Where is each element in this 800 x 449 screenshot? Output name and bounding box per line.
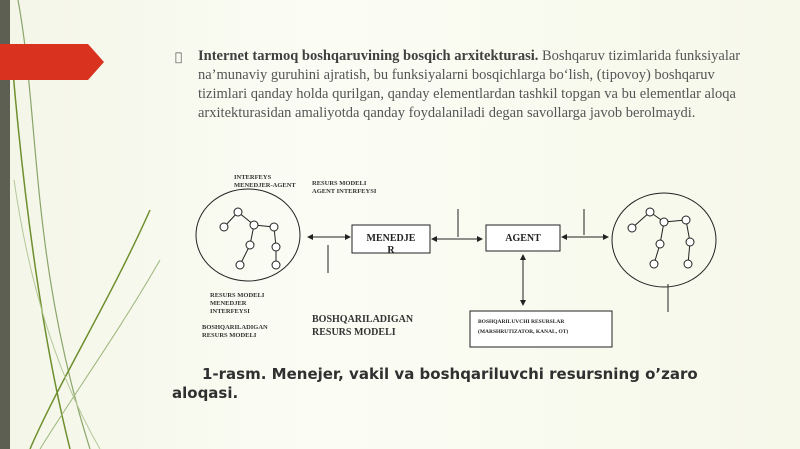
paragraph-heading: Internet tarmoq boshqaruvining bosqich arxitekturasi. — [198, 48, 539, 64]
bullet-icon — [175, 50, 182, 64]
label-resurs-men-2: MENEDJER — [210, 300, 247, 307]
label-resurs-agent-1: RESURS MODELI — [312, 180, 367, 187]
label-boshq-small-1: BOSHQARILADIGAN — [202, 324, 268, 331]
label-resurs-men-1: RESURS MODELI — [210, 292, 265, 299]
agent-resource-ellipse — [608, 190, 720, 316]
agent-box — [486, 225, 560, 251]
resources-box-label-2: (MARSHRUTIZATOR, KANAL, OT) — [478, 329, 569, 335]
paragraph-body: Boshqaruv tizimlarida funksiyalar na’munaviy guruhini ajratish, bu funksiyalarni bosqichlarga bo‘lish, (tipovoy) boshqaruv tizimlari qanday holda qurilgan, qanday elementlardan tashkil topgan va bu elementlar aloqa arxitekturasidan amaliyotda qanday foydalaniladi degan savollarga javob berolmaydi. — [198, 48, 741, 121]
resources-box-label-1: BOSHQARILUVCHI RESURSLAR — [478, 319, 565, 325]
manager-box — [352, 225, 430, 256]
figure-caption-text: 1-rasm. Menejer, vakil va boshqariluvchi resursning o’zaro aloqasi. — [172, 365, 698, 402]
label-resurs-agent-2: AGENT INTERFEYSI — [312, 188, 377, 195]
label-boshq-small-2: RESURS MODELI — [202, 332, 257, 339]
red-tab-marker — [0, 44, 104, 80]
architecture-diagram — [190, 165, 630, 355]
label-boshq-big-1: BOSHQARILADIGAN — [312, 314, 414, 325]
resources-box — [470, 311, 612, 347]
agent-box-label: AGENT — [505, 233, 541, 244]
manager-box-label-2: R — [387, 245, 395, 256]
paragraph — [198, 47, 758, 123]
label-interfeys-2: MENEDJER-AGENT — [234, 182, 296, 189]
manager-model-ellipse — [196, 189, 300, 281]
figure-caption — [172, 365, 732, 403]
manager-box-label-1: MENEDJE — [366, 233, 416, 244]
label-resurs-men-3: INTERFEYSI — [210, 308, 250, 315]
label-boshq-big-2: RESURS MODELI — [312, 327, 396, 338]
label-interfeys-1: INTERFEYS — [234, 174, 272, 181]
